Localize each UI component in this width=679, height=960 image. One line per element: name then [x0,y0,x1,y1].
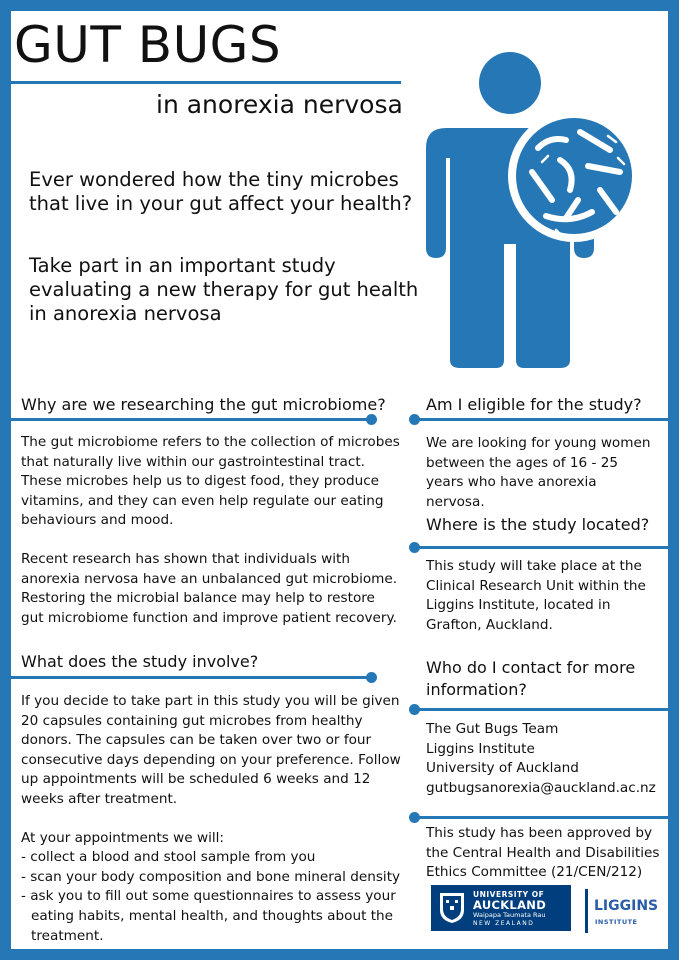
why-divider [11,418,373,421]
list-item: - ask you to fill out some questionnaires to assess your eating habits, mental health, and thoughts about the treatment. [21,888,396,944]
why-heading: Why are we researching the gut microbiome? [21,395,386,414]
list-item: - scan your body composition and bone mineral density [21,868,401,885]
intro-question: Ever wondered how the tiny microbes that live in your gut affect your health? [29,168,413,215]
uoa-line-1: UNIVERSITY OF [473,890,545,899]
crest-icon [439,892,465,924]
involve-section [21,692,401,946]
contact-team: The Gut Bugs Team [426,721,559,737]
involve-divider [11,676,373,679]
poster-subtitle: in anorexia nervosa [156,90,403,119]
location-text: This study will take place at the Clinical Research Unit within the Liggins Institute, located in Grafton, Auckland. [426,558,646,633]
involve-paragraph-1: If you decide to take part in this study you will be given 20 capsules containing gut microbes from healthy donors. The capsules can be taken over two or four consecutive days depending on your preference. Follow up appointments will be scheduled 6 weeks and 12 weeks after treatment. [21,693,401,807]
location-heading: Where is the study located? [426,515,650,534]
contact-institute: Liggins Institute [426,740,535,757]
why-divider-dot [366,414,377,425]
person-gut-microbe-icon [420,40,660,376]
logo-separator [585,889,588,933]
involve-divider-dot [366,672,377,683]
involve-heading: What does the study involve? [21,652,259,671]
involve-list [21,848,401,946]
title-rule [11,81,401,84]
liggins-logo-name: LIGGINS [594,898,659,914]
why-section [21,433,401,628]
list-item: - collect a blood and stool sample from you [21,849,316,866]
intro-call-to-action: Take part in an important study evaluating a new therapy for gut health in anorexia nervosa [29,254,419,325]
eligible-heading: Am I eligible for the study? [426,395,642,414]
liggins-logo-sub: INSTITUTE [595,918,638,926]
contact-block [426,720,666,798]
contact-email[interactable]: gutbugsanorexia@auckland.ac.nz [426,779,656,796]
involve-paragraph-2: At your appointments we will: [21,829,225,846]
ethics-divider [414,816,668,819]
why-paragraph-1: The gut microbiome refers to the collection of microbes that naturally live within our gastrointestinal tract. These microbes help us to digest food, they produce vitamins, and they can even help regulate our eating behaviours and mood. [21,434,400,529]
location-divider [414,546,668,549]
why-paragraph-2: Recent research has shown that individuals with anorexia nervosa have an unbalanced gut microbiome. Restoring the microbial balance may help to restore gut microbiome function and improve patient recovery. [21,550,398,626]
uoa-line-3: Waipapa Taumata Rau [473,911,546,919]
uoa-line-2: AUCKLAND [473,898,547,912]
contact-heading: Who do I contact for more information? [426,658,636,699]
poster-title: GUT BUGS [14,16,282,74]
eligible-divider [414,418,668,421]
ethics-text: This study has been approved by the Central Health and Disabilities Ethics Committee (21/CEN/212) [426,825,660,881]
contact-divider [414,708,668,711]
eligible-text: We are looking for young women between the ages of 16 - 25 years who have anorexia nervosa. [426,435,651,510]
contact-university: University of Auckland [426,760,579,777]
university-of-auckland-logo [431,885,571,931]
uoa-line-4: NEW ZEALAND [473,920,535,927]
